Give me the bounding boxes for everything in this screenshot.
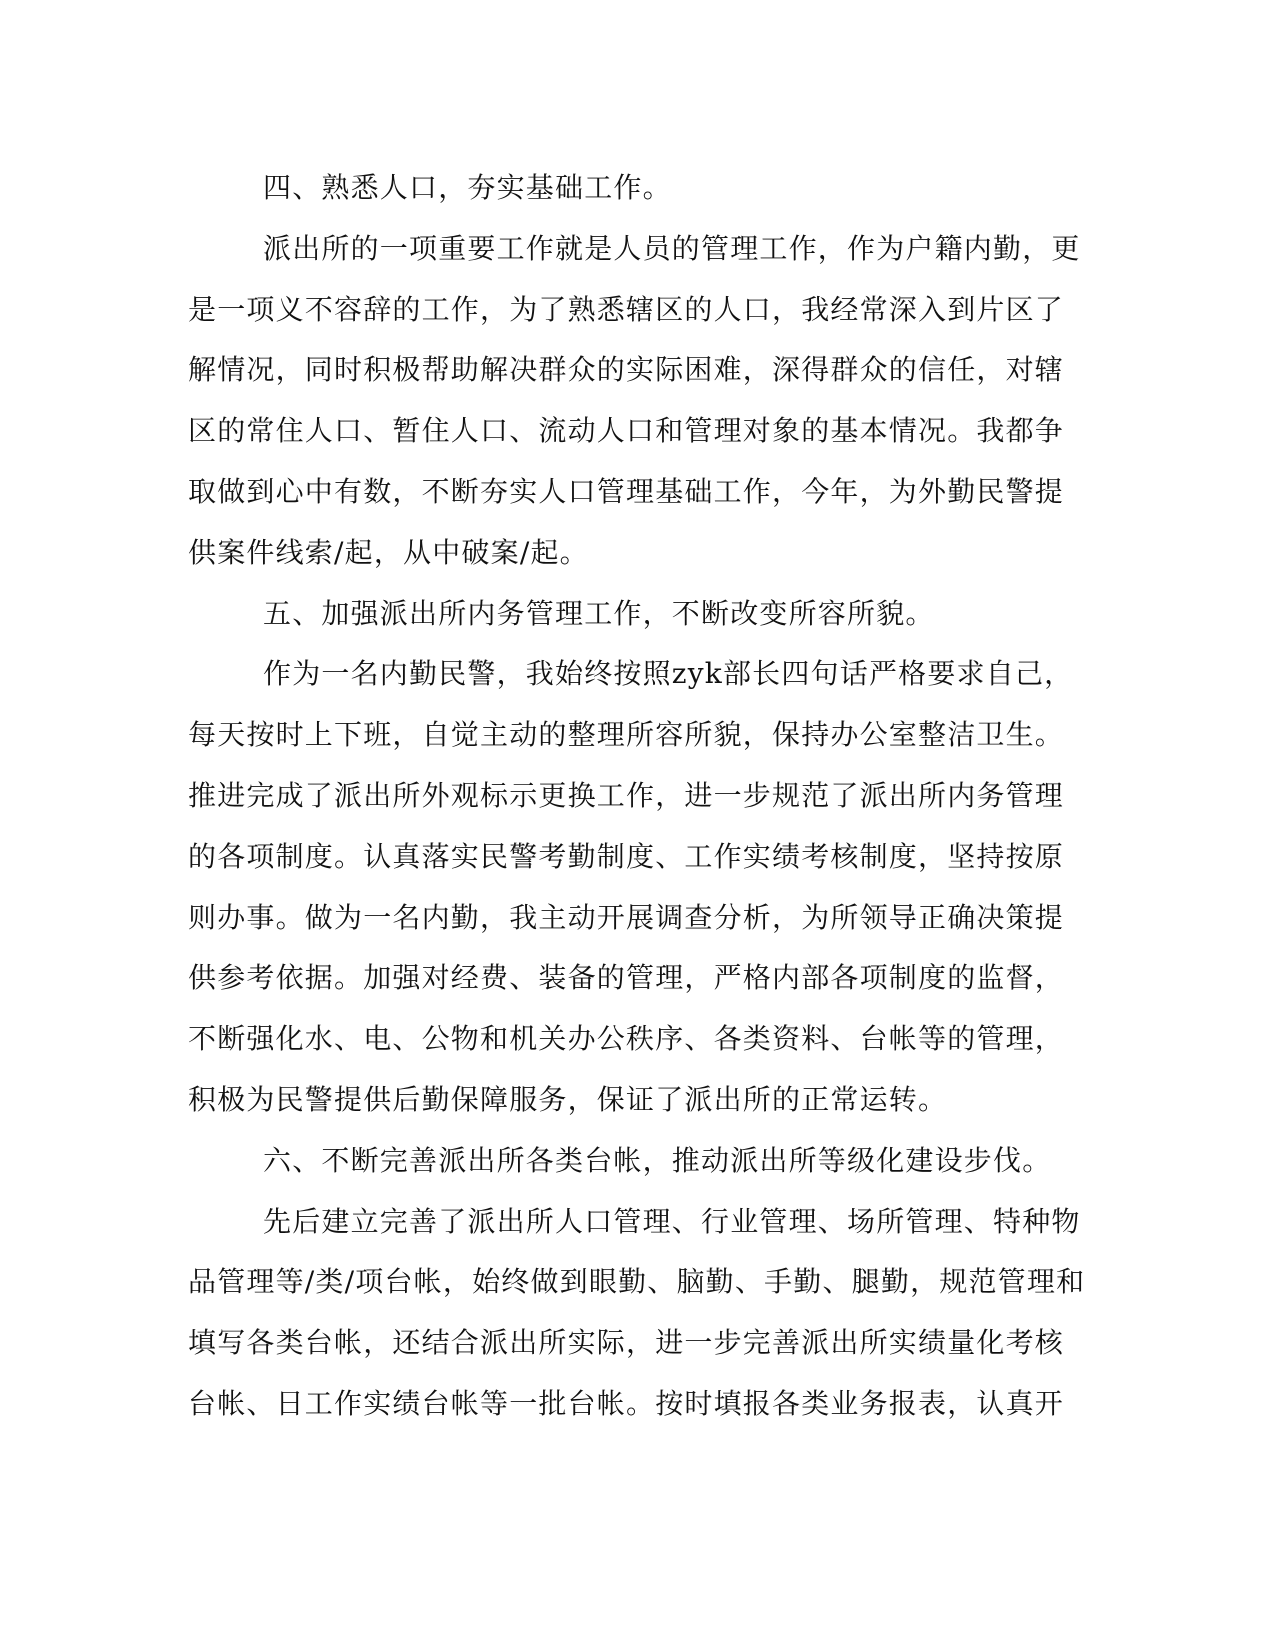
paragraph-line: 作为一名内勤民警，我始终按照zyk部长四句话严格要求自己， <box>263 657 1074 691</box>
paragraph-line: 则办事。做为一名内勤，我主动开展调查分析，为所领导正确决策提 <box>188 900 1065 934</box>
paragraph-line: 是一项义不容辞的工作，为了熟悉辖区的人口，我经常深入到片区了 <box>188 292 1065 326</box>
paragraph-line: 派出所的一项重要工作就是人员的管理工作，作为户籍内勤，更 <box>263 231 1081 265</box>
paragraph-line: 积极为民警提供后勤保障服务，保证了派出所的正常运转。 <box>188 1082 948 1116</box>
paragraph-line: 供案件线索/起，从中破案/起。 <box>188 535 589 569</box>
paragraph-line: 先后建立完善了派出所人口管理、行业管理、场所管理、特种物 <box>263 1204 1081 1238</box>
paragraph-line: 每天按时上下班，自觉主动的整理所容所貌，保持办公室整洁卫生。 <box>188 718 1065 752</box>
paragraph-line: 填写各类台帐，还结合派出所实际，进一步完善派出所实绩量化考核 <box>188 1326 1065 1360</box>
paragraph-line: 区的常住人口、暂住人口、流动人口和管理对象的基本情况。我都争 <box>188 414 1065 448</box>
paragraph-line: 不断强化水、电、公物和机关办公秩序、各类资料、台帐等的管理， <box>188 1022 1065 1056</box>
section-heading-6: 六、不断完善派出所各类台帐，推动派出所等级化建设步伐。 <box>263 1143 1052 1177</box>
section-heading-4: 四、熟悉人口，夯实基础工作。 <box>263 171 672 204</box>
section-heading-5: 五、加强派出所内务管理工作，不断改变所容所貌。 <box>263 596 935 630</box>
document-body <box>188 158 1088 1435</box>
paragraph-line: 供参考依据。加强对经费、装备的管理，严格内部各项制度的监督， <box>188 961 1065 995</box>
paragraph-line: 的各项制度。认真落实民警考勤制度、工作实绩考核制度，坚持按原 <box>188 839 1065 873</box>
paragraph-line: 解情况，同时积极帮助解决群众的实际困难，深得群众的信任，对辖 <box>188 353 1065 387</box>
paragraph-line: 推进完成了派出所外观标示更换工作，进一步规范了派出所内务管理 <box>188 778 1065 812</box>
paragraph-line: 取做到心中有数，不断夯实人口管理基础工作，今年，为外勤民警提 <box>188 474 1065 508</box>
paragraph-line: 品管理等/类/项台帐，始终做到眼勤、脑勤、手勤、腿勤，规范管理和 <box>188 1265 1086 1299</box>
paragraph-line: 台帐、日工作实绩台帐等一批台帐。按时填报各类业务报表，认真开 <box>188 1386 1065 1420</box>
